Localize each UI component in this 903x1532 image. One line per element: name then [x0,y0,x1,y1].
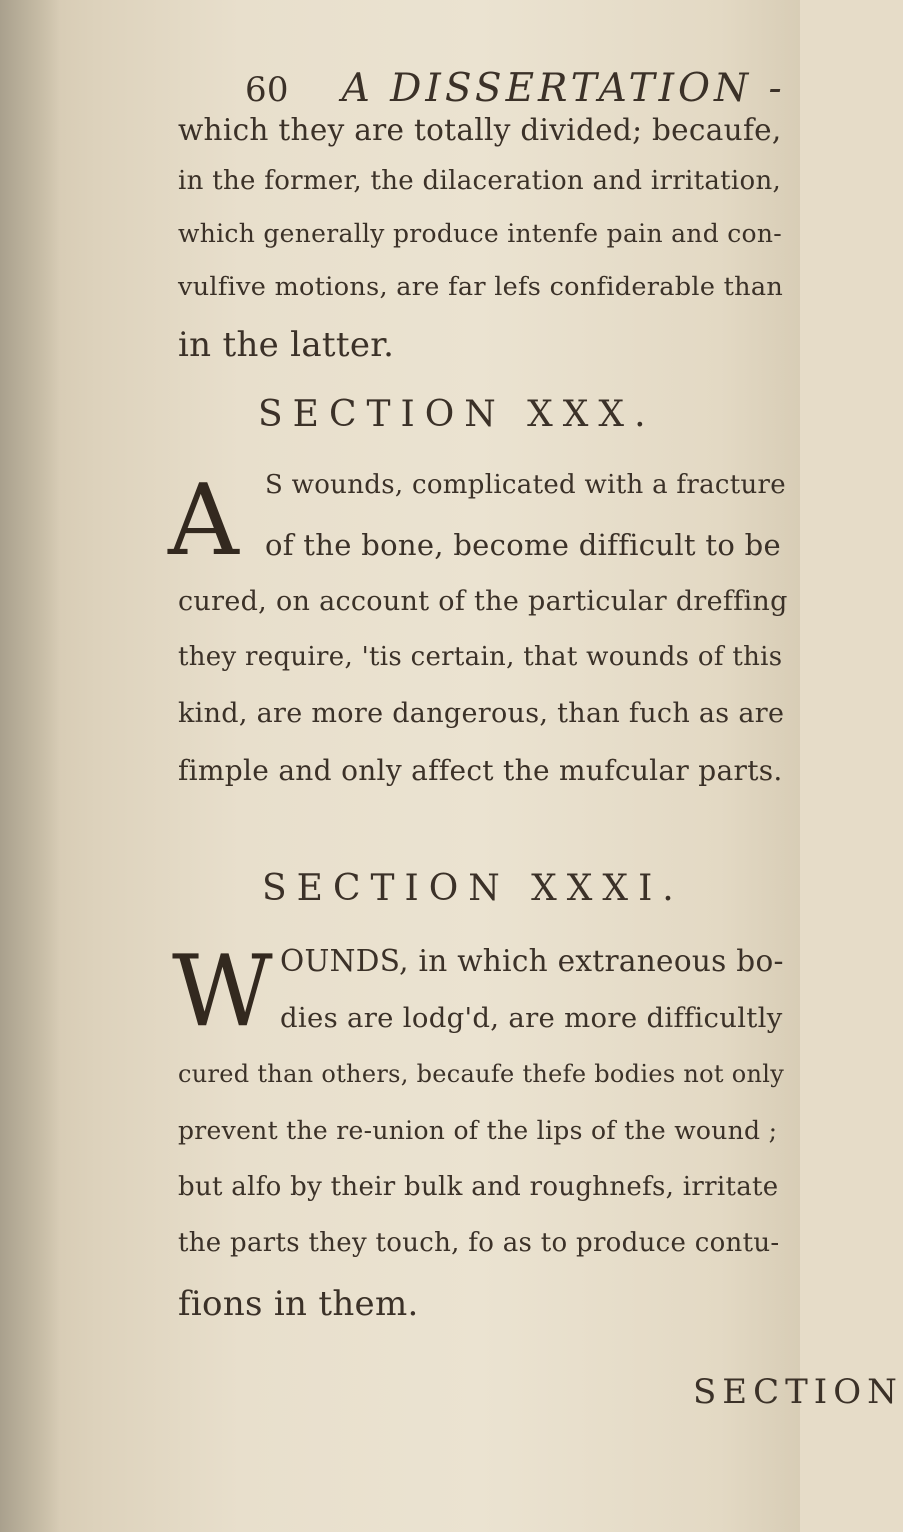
section-31-line: fions in them. [178,1284,419,1324]
section-31-line: prevent the re-union of the lips of the wound ; [178,1116,778,1145]
section-30-line: S wounds, complicated with a fracture [265,470,786,500]
intro-line: in the latter. [178,325,395,365]
section-30-line: fimple and only affect the mufcular parts. [178,754,783,787]
intro-line: which generally produce intenfe pain and con- [178,219,783,248]
section-31-title: SECTION XXXI. [262,868,684,909]
intro-line: which they are totally divided; becaufe, [178,113,782,147]
section-30-line: kind, are more dangerous, than fuch as are [178,698,785,729]
running-title: A DISSERTATION - [341,66,786,111]
page-gutter [0,0,60,1532]
section-30-drop-cap: A [168,464,239,578]
section-30-line: they require, 'tis certain, that wounds of this [178,642,783,672]
running-header [245,66,786,111]
intro-line: vulfive motions, are far lefs confiderable than [178,272,784,302]
section-31-drop-cap: W [172,935,273,1049]
section-30-title: SECTION XXX. [258,394,656,435]
section-31-line: cured than others, becaufe thefe bodies not only [178,1060,785,1088]
catchword: SECTION [693,1372,903,1412]
page-number: 60 [245,70,289,110]
section-30-line: cured, on account of the particular dreffing [178,586,788,617]
section-31-line: but alfo by their bulk and roughnefs, irritate [178,1172,779,1202]
intro-line: in the former, the dilaceration and irritation, [178,166,782,196]
section-31-line: OUNDS, in which extraneous bo- [280,944,784,978]
section-31-line: dies are lodg'd, are more difficultly [280,1002,783,1034]
section-31-line: the parts they touch, fo as to produce contu- [178,1228,780,1258]
section-30-line: of the bone, become difficult to be [265,528,781,562]
